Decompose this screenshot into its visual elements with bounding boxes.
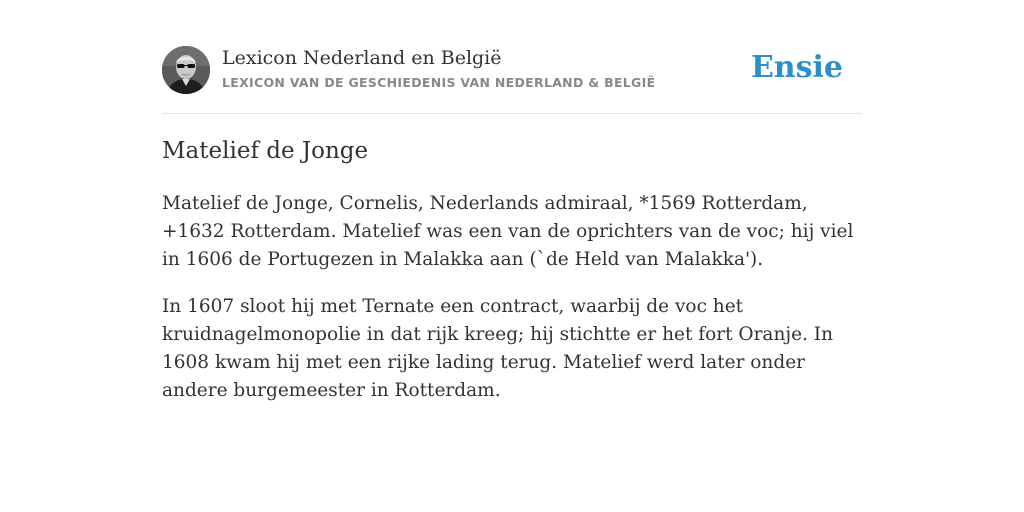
article-body [162, 190, 862, 424]
brand-logo-link[interactable]: Ensie [750, 50, 843, 85]
article-paragraph: Matelief de Jonge, Cornelis, Nederlands admiraal, *1569 Rotterdam, +1632 Rotterdam. Matelief was een van de oprichters van de voc; hij viel in 1606 de Portugezen in Malakka aan (`de Held van Malakka'). [162, 193, 854, 270]
article-title: Matelief de Jonge [162, 138, 369, 164]
site-subtitle: LEXICON VAN DE GESCHIEDENIS VAN NEDERLAND & BELGIË [222, 75, 656, 90]
article-paragraph: In 1607 sloot hij met Ternate een contract, waarbij de voc het kruidnagelmonopolie in dat rijk kreeg; hij stichtte er het fort Oranje. In 1608 kwam hij met een rijke lading terug. Matelief werd later onder andere burgemeester in Rotterdam. [162, 296, 834, 401]
author-portrait-icon [162, 46, 210, 94]
avatar[interactable] [162, 46, 210, 94]
header [162, 46, 862, 114]
site-name[interactable]: Lexicon Nederland en België [222, 47, 502, 69]
